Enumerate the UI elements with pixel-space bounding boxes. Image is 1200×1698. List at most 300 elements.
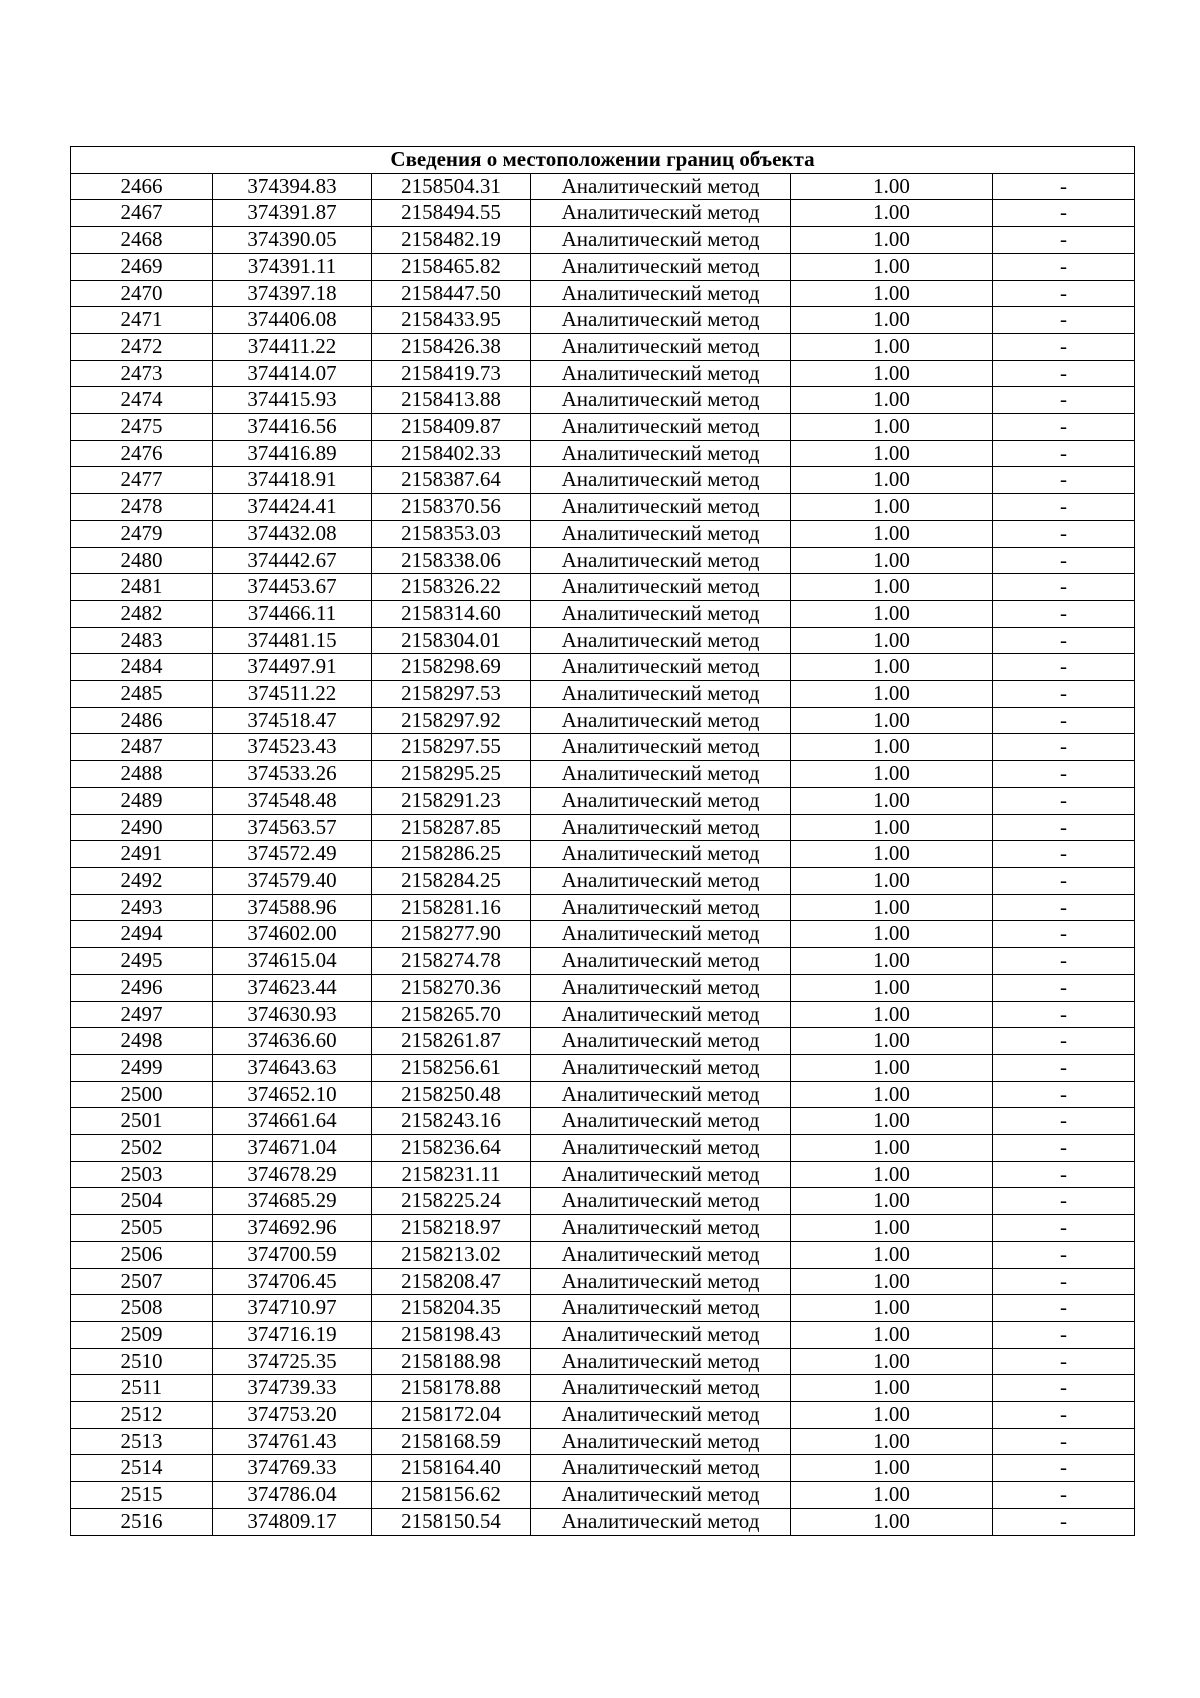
x-coordinate-cell: 374588.96: [213, 894, 372, 921]
x-coordinate-cell: 374671.04: [213, 1135, 372, 1162]
description-cell: -: [993, 1188, 1135, 1215]
method-cell: Аналитический метод: [531, 921, 791, 948]
method-cell: Аналитический метод: [531, 1268, 791, 1295]
accuracy-cell: 1.00: [791, 1455, 993, 1482]
y-coordinate-cell: 2158270.36: [372, 974, 531, 1001]
y-coordinate-cell: 2158243.16: [372, 1108, 531, 1135]
description-cell: -: [993, 173, 1135, 200]
y-coordinate-cell: 2158338.06: [372, 547, 531, 574]
method-cell: Аналитический метод: [531, 173, 791, 200]
table-row: [71, 200, 1135, 227]
description-cell: -: [993, 1402, 1135, 1429]
y-coordinate-cell: 2158297.53: [372, 681, 531, 708]
description-cell: -: [993, 253, 1135, 280]
y-coordinate-cell: 2158291.23: [372, 787, 531, 814]
table-row: [71, 867, 1135, 894]
y-coordinate-cell: 2158178.88: [372, 1375, 531, 1402]
accuracy-cell: 1.00: [791, 253, 993, 280]
description-cell: -: [993, 1482, 1135, 1509]
description-cell: -: [993, 921, 1135, 948]
method-cell: Аналитический метод: [531, 1348, 791, 1375]
description-cell: -: [993, 333, 1135, 360]
point-number-cell: 2479: [71, 520, 213, 547]
description-cell: -: [993, 547, 1135, 574]
accuracy-cell: 1.00: [791, 1054, 993, 1081]
x-coordinate-cell: 374391.11: [213, 253, 372, 280]
table-row: [71, 173, 1135, 200]
y-coordinate-cell: 2158426.38: [372, 333, 531, 360]
y-coordinate-cell: 2158256.61: [372, 1054, 531, 1081]
y-coordinate-cell: 2158494.55: [372, 200, 531, 227]
x-coordinate-cell: 374602.00: [213, 921, 372, 948]
accuracy-cell: 1.00: [791, 547, 993, 574]
method-cell: Аналитический метод: [531, 1321, 791, 1348]
method-cell: Аналитический метод: [531, 200, 791, 227]
x-coordinate-cell: 374432.08: [213, 520, 372, 547]
description-cell: -: [993, 360, 1135, 387]
description-cell: -: [993, 1081, 1135, 1108]
accuracy-cell: 1.00: [791, 1348, 993, 1375]
x-coordinate-cell: 374518.47: [213, 707, 372, 734]
x-coordinate-cell: 374579.40: [213, 867, 372, 894]
x-coordinate-cell: 374394.83: [213, 173, 372, 200]
boundary-coordinates-table: [70, 146, 1135, 1536]
table-row: [71, 627, 1135, 654]
table-row: [71, 227, 1135, 254]
point-number-cell: 2514: [71, 1455, 213, 1482]
description-cell: -: [993, 867, 1135, 894]
description-cell: -: [993, 787, 1135, 814]
point-number-cell: 2498: [71, 1028, 213, 1055]
x-coordinate-cell: 374769.33: [213, 1455, 372, 1482]
point-number-cell: 2478: [71, 494, 213, 521]
point-number-cell: 2477: [71, 467, 213, 494]
accuracy-cell: 1.00: [791, 1321, 993, 1348]
x-coordinate-cell: 374391.87: [213, 200, 372, 227]
description-cell: -: [993, 1348, 1135, 1375]
accuracy-cell: 1.00: [791, 1001, 993, 1028]
x-coordinate-cell: 374615.04: [213, 948, 372, 975]
method-cell: Аналитический метод: [531, 467, 791, 494]
accuracy-cell: 1.00: [791, 173, 993, 200]
description-cell: -: [993, 1455, 1135, 1482]
y-coordinate-cell: 2158298.69: [372, 654, 531, 681]
point-number-cell: 2493: [71, 894, 213, 921]
y-coordinate-cell: 2158419.73: [372, 360, 531, 387]
description-cell: -: [993, 1241, 1135, 1268]
point-number-cell: 2516: [71, 1508, 213, 1535]
x-coordinate-cell: 374636.60: [213, 1028, 372, 1055]
point-number-cell: 2490: [71, 814, 213, 841]
x-coordinate-cell: 374786.04: [213, 1482, 372, 1509]
point-number-cell: 2483: [71, 627, 213, 654]
accuracy-cell: 1.00: [791, 761, 993, 788]
description-cell: -: [993, 1108, 1135, 1135]
table-row: [71, 280, 1135, 307]
description-cell: -: [993, 1028, 1135, 1055]
point-number-cell: 2473: [71, 360, 213, 387]
description-cell: -: [993, 1295, 1135, 1322]
method-cell: Аналитический метод: [531, 520, 791, 547]
table-row: [71, 360, 1135, 387]
method-cell: Аналитический метод: [531, 1054, 791, 1081]
table-row: [71, 1161, 1135, 1188]
accuracy-cell: 1.00: [791, 1402, 993, 1429]
table-row: [71, 1081, 1135, 1108]
description-cell: -: [993, 627, 1135, 654]
method-cell: Аналитический метод: [531, 1188, 791, 1215]
point-number-cell: 2484: [71, 654, 213, 681]
table-row: [71, 547, 1135, 574]
point-number-cell: 2487: [71, 734, 213, 761]
method-cell: Аналитический метод: [531, 387, 791, 414]
y-coordinate-cell: 2158261.87: [372, 1028, 531, 1055]
y-coordinate-cell: 2158204.35: [372, 1295, 531, 1322]
point-number-cell: 2489: [71, 787, 213, 814]
table-row: [71, 467, 1135, 494]
description-cell: -: [993, 948, 1135, 975]
x-coordinate-cell: 374418.91: [213, 467, 372, 494]
table-body: [71, 173, 1135, 1535]
table-row: [71, 1455, 1135, 1482]
y-coordinate-cell: 2158156.62: [372, 1482, 531, 1509]
y-coordinate-cell: 2158277.90: [372, 921, 531, 948]
table-row: [71, 1321, 1135, 1348]
table-row: [71, 1428, 1135, 1455]
accuracy-cell: 1.00: [791, 707, 993, 734]
y-coordinate-cell: 2158465.82: [372, 253, 531, 280]
method-cell: Аналитический метод: [531, 974, 791, 1001]
method-cell: Аналитический метод: [531, 1081, 791, 1108]
table-row: [71, 734, 1135, 761]
table-row: [71, 1402, 1135, 1429]
description-cell: -: [993, 1268, 1135, 1295]
point-number-cell: 2503: [71, 1161, 213, 1188]
point-number-cell: 2466: [71, 173, 213, 200]
y-coordinate-cell: 2158168.59: [372, 1428, 531, 1455]
point-number-cell: 2513: [71, 1428, 213, 1455]
table-row: [71, 948, 1135, 975]
y-coordinate-cell: 2158172.04: [372, 1402, 531, 1429]
x-coordinate-cell: 374706.45: [213, 1268, 372, 1295]
description-cell: -: [993, 1375, 1135, 1402]
x-coordinate-cell: 374390.05: [213, 227, 372, 254]
table-row: [71, 787, 1135, 814]
description-cell: -: [993, 227, 1135, 254]
description-cell: -: [993, 894, 1135, 921]
y-coordinate-cell: 2158304.01: [372, 627, 531, 654]
point-number-cell: 2469: [71, 253, 213, 280]
table-title-row: [71, 147, 1135, 174]
accuracy-cell: 1.00: [791, 1508, 993, 1535]
point-number-cell: 2510: [71, 1348, 213, 1375]
accuracy-cell: 1.00: [791, 1188, 993, 1215]
accuracy-cell: 1.00: [791, 1081, 993, 1108]
x-coordinate-cell: 374397.18: [213, 280, 372, 307]
y-coordinate-cell: 2158370.56: [372, 494, 531, 521]
point-number-cell: 2506: [71, 1241, 213, 1268]
description-cell: -: [993, 414, 1135, 441]
y-coordinate-cell: 2158287.85: [372, 814, 531, 841]
x-coordinate-cell: 374415.93: [213, 387, 372, 414]
table-row: [71, 494, 1135, 521]
method-cell: Аналитический метод: [531, 360, 791, 387]
x-coordinate-cell: 374761.43: [213, 1428, 372, 1455]
accuracy-cell: 1.00: [791, 787, 993, 814]
x-coordinate-cell: 374661.64: [213, 1108, 372, 1135]
table-row: [71, 333, 1135, 360]
x-coordinate-cell: 374497.91: [213, 654, 372, 681]
description-cell: -: [993, 307, 1135, 334]
accuracy-cell: 1.00: [791, 1482, 993, 1509]
accuracy-cell: 1.00: [791, 814, 993, 841]
accuracy-cell: 1.00: [791, 654, 993, 681]
x-coordinate-cell: 374643.63: [213, 1054, 372, 1081]
x-coordinate-cell: 374623.44: [213, 974, 372, 1001]
description-cell: -: [993, 1001, 1135, 1028]
method-cell: Аналитический метод: [531, 948, 791, 975]
accuracy-cell: 1.00: [791, 494, 993, 521]
point-number-cell: 2504: [71, 1188, 213, 1215]
method-cell: Аналитический метод: [531, 280, 791, 307]
accuracy-cell: 1.00: [791, 841, 993, 868]
y-coordinate-cell: 2158236.64: [372, 1135, 531, 1162]
point-number-cell: 2470: [71, 280, 213, 307]
y-coordinate-cell: 2158213.02: [372, 1241, 531, 1268]
method-cell: Аналитический метод: [531, 494, 791, 521]
accuracy-cell: 1.00: [791, 280, 993, 307]
table-title: Сведения о местоположении границ объекта: [71, 147, 1135, 174]
x-coordinate-cell: 374630.93: [213, 1001, 372, 1028]
table-row: [71, 574, 1135, 601]
table-row: [71, 1348, 1135, 1375]
point-number-cell: 2497: [71, 1001, 213, 1028]
y-coordinate-cell: 2158250.48: [372, 1081, 531, 1108]
table-row: [71, 681, 1135, 708]
x-coordinate-cell: 374453.67: [213, 574, 372, 601]
x-coordinate-cell: 374739.33: [213, 1375, 372, 1402]
x-coordinate-cell: 374406.08: [213, 307, 372, 334]
method-cell: Аналитический метод: [531, 1402, 791, 1429]
y-coordinate-cell: 2158402.33: [372, 440, 531, 467]
x-coordinate-cell: 374523.43: [213, 734, 372, 761]
description-cell: -: [993, 1161, 1135, 1188]
point-number-cell: 2476: [71, 440, 213, 467]
table-row: [71, 974, 1135, 1001]
method-cell: Аналитический метод: [531, 814, 791, 841]
y-coordinate-cell: 2158314.60: [372, 600, 531, 627]
description-cell: -: [993, 574, 1135, 601]
table-row: [71, 414, 1135, 441]
x-coordinate-cell: 374809.17: [213, 1508, 372, 1535]
y-coordinate-cell: 2158433.95: [372, 307, 531, 334]
description-cell: -: [993, 600, 1135, 627]
document-page: [70, 146, 1134, 1536]
table-row: [71, 253, 1135, 280]
method-cell: Аналитический метод: [531, 867, 791, 894]
x-coordinate-cell: 374533.26: [213, 761, 372, 788]
method-cell: Аналитический метод: [531, 681, 791, 708]
point-number-cell: 2507: [71, 1268, 213, 1295]
point-number-cell: 2509: [71, 1321, 213, 1348]
table-row: [71, 841, 1135, 868]
description-cell: -: [993, 494, 1135, 521]
x-coordinate-cell: 374548.48: [213, 787, 372, 814]
method-cell: Аналитический метод: [531, 227, 791, 254]
table-row: [71, 761, 1135, 788]
x-coordinate-cell: 374416.56: [213, 414, 372, 441]
y-coordinate-cell: 2158297.92: [372, 707, 531, 734]
accuracy-cell: 1.00: [791, 333, 993, 360]
method-cell: Аналитический метод: [531, 894, 791, 921]
table-row: [71, 520, 1135, 547]
accuracy-cell: 1.00: [791, 1161, 993, 1188]
accuracy-cell: 1.00: [791, 1375, 993, 1402]
table-row: [71, 814, 1135, 841]
table-row: [71, 1135, 1135, 1162]
point-number-cell: 2488: [71, 761, 213, 788]
point-number-cell: 2505: [71, 1215, 213, 1242]
accuracy-cell: 1.00: [791, 574, 993, 601]
point-number-cell: 2475: [71, 414, 213, 441]
point-number-cell: 2499: [71, 1054, 213, 1081]
method-cell: Аналитический метод: [531, 253, 791, 280]
method-cell: Аналитический метод: [531, 1161, 791, 1188]
table-row: [71, 1508, 1135, 1535]
table-row: [71, 1241, 1135, 1268]
point-number-cell: 2495: [71, 948, 213, 975]
method-cell: Аналитический метод: [531, 1455, 791, 1482]
accuracy-cell: 1.00: [791, 360, 993, 387]
method-cell: Аналитический метод: [531, 1001, 791, 1028]
y-coordinate-cell: 2158297.55: [372, 734, 531, 761]
table-row: [71, 1375, 1135, 1402]
description-cell: -: [993, 280, 1135, 307]
table-row: [71, 440, 1135, 467]
description-cell: -: [993, 520, 1135, 547]
point-number-cell: 2512: [71, 1402, 213, 1429]
accuracy-cell: 1.00: [791, 1108, 993, 1135]
x-coordinate-cell: 374652.10: [213, 1081, 372, 1108]
method-cell: Аналитический метод: [531, 307, 791, 334]
method-cell: Аналитический метод: [531, 1108, 791, 1135]
point-number-cell: 2485: [71, 681, 213, 708]
accuracy-cell: 1.00: [791, 414, 993, 441]
method-cell: Аналитический метод: [531, 1028, 791, 1055]
table-row: [71, 921, 1135, 948]
description-cell: -: [993, 200, 1135, 227]
point-number-cell: 2471: [71, 307, 213, 334]
y-coordinate-cell: 2158295.25: [372, 761, 531, 788]
accuracy-cell: 1.00: [791, 1295, 993, 1322]
method-cell: Аналитический метод: [531, 1295, 791, 1322]
table-row: [71, 1215, 1135, 1242]
accuracy-cell: 1.00: [791, 894, 993, 921]
x-coordinate-cell: 374725.35: [213, 1348, 372, 1375]
table-row: [71, 1054, 1135, 1081]
description-cell: -: [993, 974, 1135, 1001]
x-coordinate-cell: 374716.19: [213, 1321, 372, 1348]
y-coordinate-cell: 2158504.31: [372, 173, 531, 200]
description-cell: -: [993, 1135, 1135, 1162]
accuracy-cell: 1.00: [791, 1268, 993, 1295]
point-number-cell: 2511: [71, 1375, 213, 1402]
table-row: [71, 707, 1135, 734]
point-number-cell: 2496: [71, 974, 213, 1001]
table-row: [71, 1268, 1135, 1295]
method-cell: Аналитический метод: [531, 440, 791, 467]
description-cell: -: [993, 707, 1135, 734]
method-cell: Аналитический метод: [531, 414, 791, 441]
method-cell: Аналитический метод: [531, 734, 791, 761]
accuracy-cell: 1.00: [791, 467, 993, 494]
point-number-cell: 2472: [71, 333, 213, 360]
description-cell: -: [993, 1428, 1135, 1455]
point-number-cell: 2468: [71, 227, 213, 254]
description-cell: -: [993, 1054, 1135, 1081]
x-coordinate-cell: 374678.29: [213, 1161, 372, 1188]
y-coordinate-cell: 2158353.03: [372, 520, 531, 547]
description-cell: -: [993, 1215, 1135, 1242]
x-coordinate-cell: 374442.67: [213, 547, 372, 574]
table-row: [71, 1028, 1135, 1055]
accuracy-cell: 1.00: [791, 520, 993, 547]
x-coordinate-cell: 374710.97: [213, 1295, 372, 1322]
y-coordinate-cell: 2158274.78: [372, 948, 531, 975]
point-number-cell: 2491: [71, 841, 213, 868]
accuracy-cell: 1.00: [791, 867, 993, 894]
method-cell: Аналитический метод: [531, 600, 791, 627]
point-number-cell: 2481: [71, 574, 213, 601]
y-coordinate-cell: 2158198.43: [372, 1321, 531, 1348]
accuracy-cell: 1.00: [791, 1028, 993, 1055]
table-row: [71, 387, 1135, 414]
description-cell: -: [993, 681, 1135, 708]
accuracy-cell: 1.00: [791, 921, 993, 948]
x-coordinate-cell: 374563.57: [213, 814, 372, 841]
accuracy-cell: 1.00: [791, 440, 993, 467]
table-row: [71, 894, 1135, 921]
x-coordinate-cell: 374481.15: [213, 627, 372, 654]
x-coordinate-cell: 374685.29: [213, 1188, 372, 1215]
description-cell: -: [993, 440, 1135, 467]
y-coordinate-cell: 2158218.97: [372, 1215, 531, 1242]
description-cell: -: [993, 467, 1135, 494]
x-coordinate-cell: 374572.49: [213, 841, 372, 868]
accuracy-cell: 1.00: [791, 307, 993, 334]
method-cell: Аналитический метод: [531, 841, 791, 868]
x-coordinate-cell: 374511.22: [213, 681, 372, 708]
description-cell: -: [993, 387, 1135, 414]
y-coordinate-cell: 2158208.47: [372, 1268, 531, 1295]
point-number-cell: 2501: [71, 1108, 213, 1135]
x-coordinate-cell: 374692.96: [213, 1215, 372, 1242]
table-row: [71, 1295, 1135, 1322]
x-coordinate-cell: 374424.41: [213, 494, 372, 521]
y-coordinate-cell: 2158284.25: [372, 867, 531, 894]
y-coordinate-cell: 2158265.70: [372, 1001, 531, 1028]
accuracy-cell: 1.00: [791, 974, 993, 1001]
point-number-cell: 2502: [71, 1135, 213, 1162]
y-coordinate-cell: 2158150.54: [372, 1508, 531, 1535]
accuracy-cell: 1.00: [791, 227, 993, 254]
accuracy-cell: 1.00: [791, 1241, 993, 1268]
method-cell: Аналитический метод: [531, 1241, 791, 1268]
point-number-cell: 2482: [71, 600, 213, 627]
description-cell: -: [993, 1321, 1135, 1348]
y-coordinate-cell: 2158326.22: [372, 574, 531, 601]
point-number-cell: 2515: [71, 1482, 213, 1509]
